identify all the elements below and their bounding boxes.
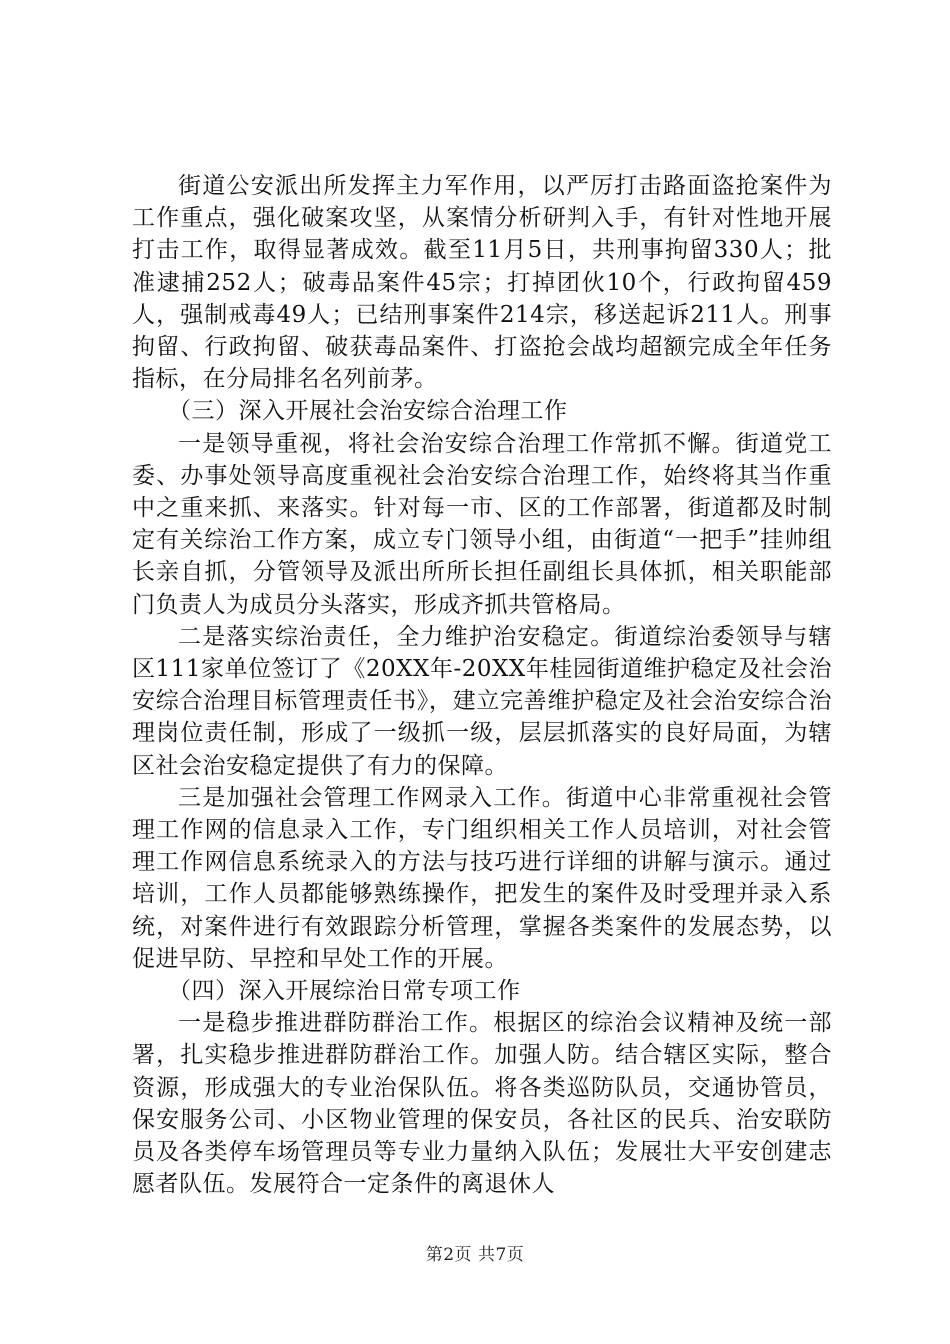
paragraph-group-defense: 一是稳步推进群防群治工作。根据区的综治会议精神及统一部署，扎实稳步推进群防群治工作。加强人防。结合辖区实际，整合资源，形成强大的专业治保队伍。将各类巡防队员，交通协管员，保安服务公司、小区物业管理的保安员，各社区的民兵、治安联防员及各类停车场管理员等专业力量纳入队伍；发展壮大平安创建志愿者队伍。发展符合一定条件的离退休人 — [132, 1010, 832, 1198]
paragraph-police-results: 街道公安派出所发挥主力军作用，以严厉打击路面盗抢案件为工作重点，强化破案攻坚，从案情分析研判入手，有针对性地开展打击工作，取得显著成效。截至11月5日，共刑事拘留330人；批准逮捕252人；破毒品案件45宗；打掉团伙10个，行政拘留459人，强制戒毒49人；已结刑事案件214宗，移送起诉211人。刑事拘留、行政拘留、破获毒品案件、打盗抢会战均超额完成全年任务指标，在分局排名名列前茅。 — [132, 173, 832, 393]
paragraph-responsibility: 二是落实综治责任，全力维护治安稳定。街道综治委领导与辖区111家单位签订了《20XX年-20XX年桂园街道维护稳定及社会治安综合治理目标管理责任书》，建立完善维护稳定及社会治安综合治理岗位责任制，形成了一级抓一级，层层抓落实的良好局面，为辖区社会治安稳定提供了有力的保障。 — [132, 623, 832, 779]
paragraph-leadership: 一是领导重视，将社会治安综合治理工作常抓不懈。街道党工委、办事处领导高度重视社会治安综合治理工作，始终将其当作重中之重来抓、来落实。针对每一市、区的工作部署，街道都及时制定有关综治工作方案，成立专门领导小组，由街道“一把手”挂帅组长亲自抓，分管领导及派出所所长担任副组长具体抓，相关职能部门负责人为成员分头落实，形成齐抓共管格局。 — [132, 430, 832, 618]
document-body — [132, 170, 832, 1201]
page-footer: 第2页 共7页 — [425, 1245, 525, 1265]
section-heading-4: （四）深入开展综治日常专项工作 — [168, 978, 521, 1005]
paragraph-management-network: 三是加强社会管理工作网录入工作。街道中心非常重视社会管理工作网的信息录入工作，专门组织相关工作人员培训，对社会管理工作网信息系统录入的方法与技巧进行详细的讲解与演示。通过培训，工作人员都能够熟练操作，把发生的案件及时受理并录入系统，对案件进行有效跟踪分析管理，掌握各类案件的发展态势，以促进早防、早控和早处工作的开展。 — [132, 784, 832, 972]
section-heading-3: （三）深入开展社会治安综合治理工作 — [168, 398, 568, 425]
